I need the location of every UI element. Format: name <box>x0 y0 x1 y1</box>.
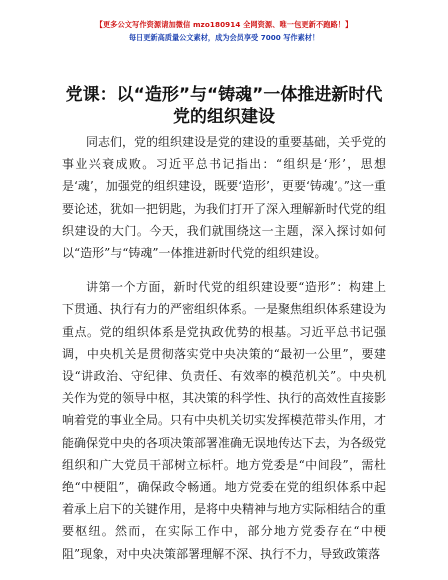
document-title-line-2: 党的组织建设 <box>173 107 275 127</box>
document-body <box>62 131 386 565</box>
promo-banner-line-1: 【更多公文写作资源请加微信 mzo180914 全网资源、唯一包更新不跑路！】 <box>95 20 353 29</box>
promo-banner-line-2: 每日更新高质量公文素材，成为会员享受 7000 写作素材！ <box>128 33 320 42</box>
document-title-line-1: 党课：以“造形”与“铸魂”一体推进新时代 <box>65 85 383 105</box>
paragraph-section-one: 讲第一个方面，新时代党的组织建设要“造形”：构建上下贯通、执行有力的严密组织体系。一是聚焦组织体系建设为重点。党的组织体系是党执政优势的根基。习近平总书记强调，中央机关是贯彻落实党中央决策的“最初一公里”，要建设“讲政治、守纪律、负责任、有效率的模范机关”。中央机关作为党的领导中枢，其决策的科学性、执行的高效性直接影响着党的事业全局。只有中央机关切实发挥模范带头作用，才能确保党中央的各项决策部署准确无误地传达下去，为各级党组织和广大党员干部树立标杆。地方党委是“中间段”，需杜绝“中梗阻”，确保政令畅通。地方党委在党的组织体系中起着承上启下的关键作用，是将中央精神与地方实际相结合的重要枢纽。然而，在实际工作中，部分地方党委存在“中梗阻”现象，对中央决策部署理解不深、执行不力，导致政策落 <box>62 280 387 561</box>
paragraph-intro: 同志们，党的组织建设是党的建设的重要基础，关乎党的事业兴衰成败。习近平总书记指出：“组织是‘形’，思想是‘魂’，加强党的组织建设，既要‘造形’，更要‘铸魂’。”这一重要论述，犹如一把钥匙，为我们打开了深入理解新时代党的组织建设的大门。今天，我们就围绕这一主题，深入探讨如何以“造形”与“铸魂”一体推进新时代党的组织建设。 <box>62 135 387 261</box>
